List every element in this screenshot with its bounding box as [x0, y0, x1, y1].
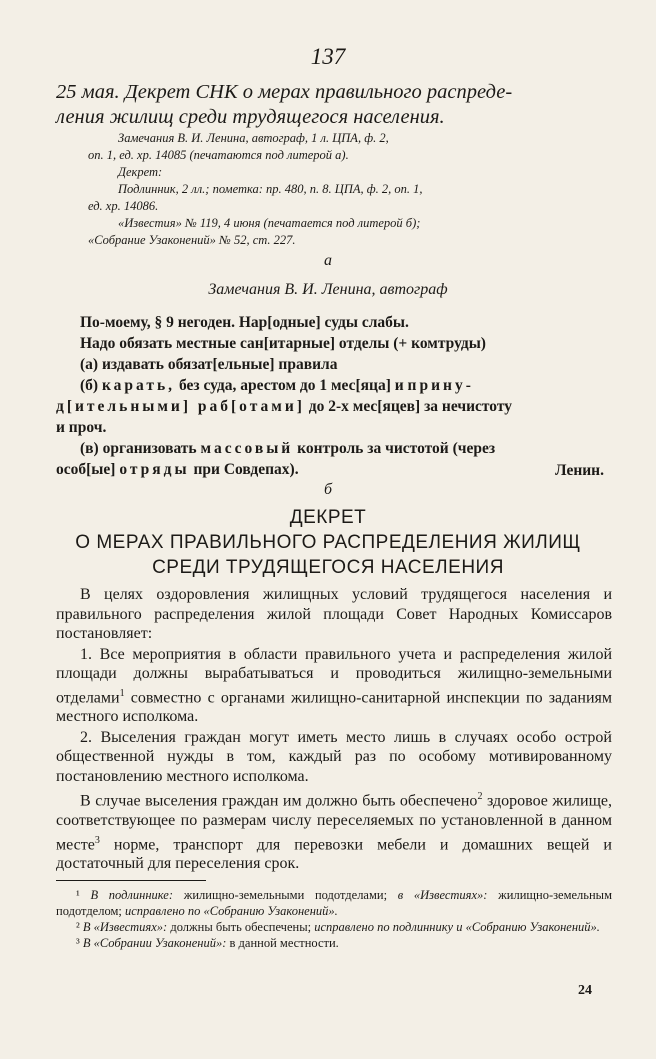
remark-emphasis: массовый: [200, 440, 294, 457]
paragraph-part: совместно с органами жилищно-санитарной инспекции по заданиям местного исполкома.: [56, 688, 612, 726]
footnote-part: ²: [76, 920, 83, 934]
decree-title-line-2: О МЕРАХ ПРАВИЛЬНОГО РАСПРЕДЕЛЕНИЯ ЖИЛИЩ: [75, 532, 581, 553]
footnote-part: в данной местности.: [226, 936, 339, 950]
footnote-part: должны быть обеспечены;: [167, 920, 315, 934]
footnote-part: в «Известиях»:: [397, 888, 488, 902]
footnote-part: жилищно-земельными подотделами;: [173, 888, 398, 902]
remark-line: [56, 375, 612, 396]
note-line: «Известия» № 119, 4 июня (печатается под литерой б);: [118, 216, 421, 230]
footnote-part: В подлиннике:: [90, 888, 174, 902]
lenin-signature: Ленин.: [555, 462, 604, 479]
remark-part: до 2-х мес[яцев] за нечистоту: [304, 398, 513, 415]
heading-line-1: 25 мая. Декрет СНК о мерах правильного распреде-: [56, 81, 513, 103]
footnote-1: [56, 887, 612, 919]
paragraph-part: 1. Все мероприятия в области правильного учета и распределения жилой площади должны вырабатываться и проводиться жилищно-земельными отделами: [56, 645, 612, 706]
archive-notes: [88, 130, 612, 249]
footnote-part: ¹: [76, 888, 91, 902]
decree-paragraph: [56, 787, 612, 874]
note-line: «Собрание Узаконений» № 52, ст. 227.: [88, 233, 296, 247]
remark-emphasis: д[ительными]: [56, 398, 192, 415]
lenin-remarks: [56, 312, 612, 480]
decree-title-line-1: ДЕКРЕТ: [289, 507, 367, 528]
remark-line: (а) издавать обязат[ельные] правила: [80, 356, 338, 373]
footnote-part: исправлено по «Собранию Узаконений».: [125, 904, 338, 918]
footnote-part: ³: [76, 936, 83, 950]
signature-mark: 24: [578, 983, 592, 998]
remark-part: контроль за чистотой (через: [293, 440, 496, 457]
footnote-ref: 2: [477, 791, 483, 803]
footnotes: [56, 887, 612, 951]
remark-part: (в) организовать: [80, 440, 201, 457]
remark-part: (б): [80, 377, 102, 394]
decree-paragraph: 2. Выселения граждан могут иметь место лишь в случаях особо острой общественной нужды в том, каждый раз по особому мотивированному постановлению местного исполкома.: [56, 728, 612, 785]
remark-line: По-моему, § 9 негоден. Нар[одные] суды слабы.: [80, 314, 409, 331]
remark-part: при Совдепах).: [189, 461, 299, 478]
remark-emphasis: раб[отами]: [191, 398, 305, 415]
decree-title: [0, 505, 656, 580]
footnote-part: жилищно-земельным подотделом;: [56, 888, 612, 918]
note-line: Декрет:: [118, 165, 163, 179]
remark-line: [56, 396, 612, 417]
note-line: ед. хр. 14086.: [88, 199, 159, 213]
page-number: 137: [310, 44, 346, 69]
decree-paragraph: В целях оздоровления жилищных условий трудящегося населения и правильного распределения жилой площади Совет Народных Комиссаров постановляет:: [56, 586, 612, 642]
note-line: Замечания В. И. Ленина, автограф, 1 л. ЦПА, ф. 2,: [118, 131, 389, 145]
remark-part: особ[ые]: [56, 461, 120, 478]
paragraph-part: норме, транспорт для перевозки мебели и домашних вещей и достаточный для переселения срок.: [56, 835, 612, 873]
paragraph-part: здоровое жилище, соответствующее по размерам числу переселяемых по установленной в данном месте: [56, 792, 612, 853]
remark-line: и проч.: [56, 419, 107, 436]
footnote-part: В «Известиях»:: [82, 920, 168, 934]
footnote-ref: 3: [94, 834, 100, 846]
remark-emphasis: карать,: [101, 377, 176, 394]
heading-line-2: ления жилищ среди трудящегося населения.: [56, 106, 445, 128]
decree-paragraph: [56, 645, 612, 727]
note-line: оп. 1, ед. хр. 14085 (печатаются под литерой а).: [88, 148, 349, 162]
footnote-ref: 1: [119, 687, 125, 699]
footnote-part: В «Собрании Узаконений»:: [82, 936, 227, 950]
footnote-3: [56, 935, 612, 951]
remark-emphasis: отряды: [119, 461, 190, 478]
decree-title-line-3: СРЕДИ ТРУДЯЩЕГОСЯ НАСЕЛЕНИЯ: [152, 557, 504, 578]
note-line: Подлинник, 2 лл.; пометка: пр. 480, п. 8. ЦПА, ф. 2, оп. 1,: [118, 182, 423, 196]
section-a-letter: а: [324, 252, 332, 269]
footnote-part: исправлено по подлиннику и «Собранию Узаконений».: [314, 920, 600, 934]
footnote-2: [56, 919, 612, 935]
section-a-title: Замечания В. И. Ленина, автограф: [208, 281, 448, 298]
decree-body: [56, 585, 612, 875]
paragraph-part: В случае выселения граждан им должно быть обеспечено: [80, 792, 478, 810]
remark-emphasis: прину-: [407, 377, 474, 394]
remark-part: без суда, арестом до 1 мес[яца] и: [175, 377, 408, 394]
document-heading: [56, 80, 616, 130]
remark-line: [56, 438, 612, 459]
section-b-letter: б: [323, 481, 333, 498]
footnote-divider: [56, 880, 206, 881]
remark-line: Надо обязать местные сан[итарные] отделы (+ комтруды): [80, 335, 486, 352]
